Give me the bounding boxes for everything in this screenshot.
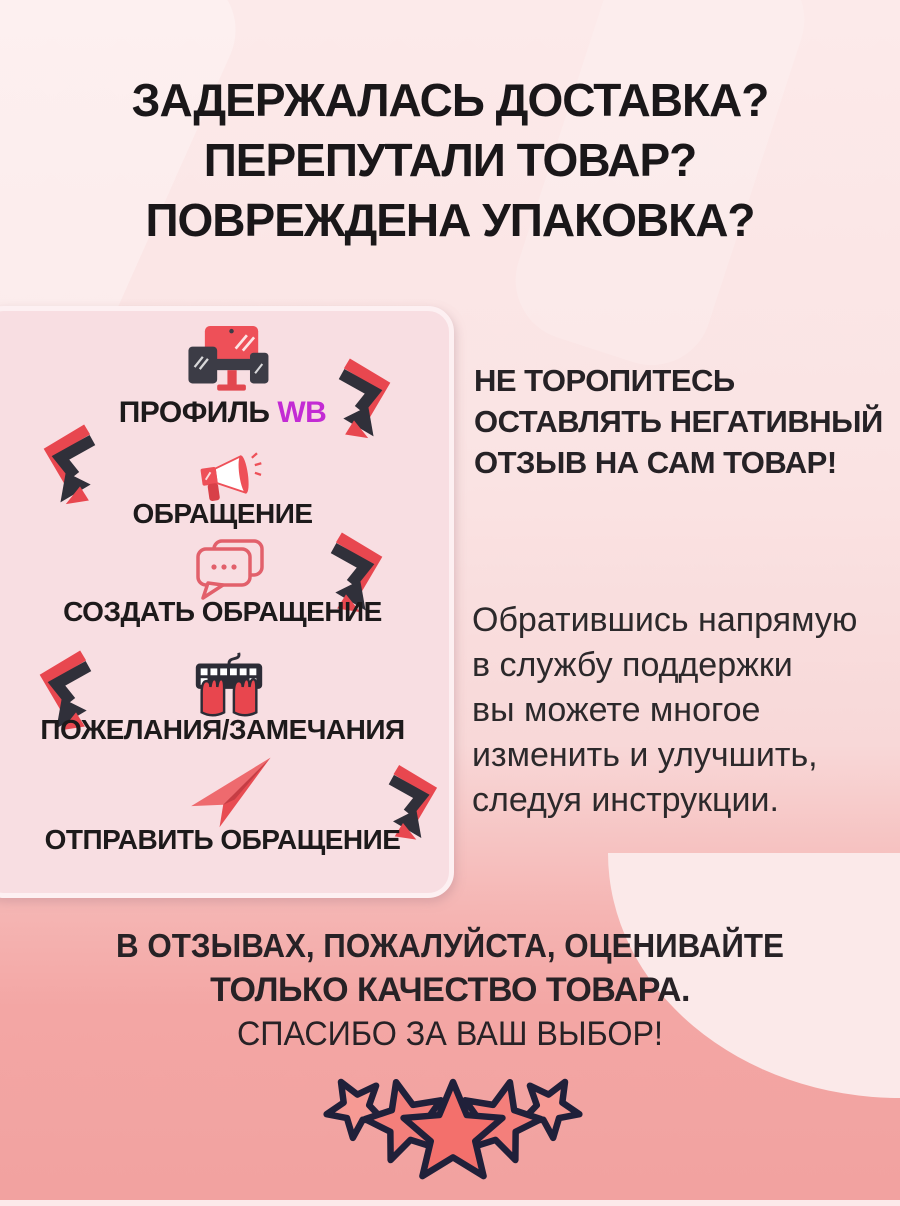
page-title [0, 70, 900, 250]
footer-note [0, 924, 900, 1056]
body-line: в службу поддержки [472, 646, 793, 684]
warning-line: НЕ ТОРОПИТЕСЬ [474, 363, 735, 398]
page-title-line: ПЕРЕПУТАЛИ ТОВАР? [203, 134, 697, 186]
body-line: Обратившись напрямую [472, 601, 858, 639]
step-label-text: ПРОФИЛЬ [118, 396, 270, 429]
page-title-line: ПОВРЕЖДЕНА УПАКОВКА? [145, 194, 755, 246]
step-label: ОТПРАВИТЬ ОБРАЩЕНИЕ [44, 824, 401, 855]
body-line: вы можете многое [472, 691, 761, 729]
flow-arrow-down-icon [32, 420, 96, 510]
chat-bubbles-icon [190, 538, 270, 602]
footer-line-thanks: СПАСИБО ЗА ВАШ ВЫБОР! [236, 1015, 664, 1053]
warning-line: ОСТАВЛЯТЬ НЕГАТИВНЫЙ [474, 404, 883, 439]
footer-line-rate: В ОТЗЫВАХ, ПОЖАЛУЙСТА, ОЦЕНИВАЙТЕ [116, 927, 784, 964]
step-label: ОБРАЩЕНИЕ [132, 498, 313, 529]
step-label: ПОЖЕЛАНИЯ/ЗАМЕЧАНИЯ [40, 714, 405, 745]
warning-text [474, 360, 894, 483]
body-line: следуя инструкции. [472, 781, 779, 819]
wb-accent-text: WB [277, 396, 327, 429]
warning-line: ОТЗЫВ НА САМ ТОВАР! [474, 445, 837, 480]
support-instruction-text [472, 598, 900, 823]
body-line: изменить и улучшить, [472, 736, 818, 774]
page-title-line: ЗАДЕРЖАЛАСЬ ДОСТАВКА? [131, 74, 769, 126]
paper-plane-icon [182, 756, 278, 830]
step-label: СОЗДАТЬ ОБРАЩЕНИЕ [63, 596, 382, 627]
flow-arrow-down-icon [338, 354, 402, 444]
keyboard-hands-icon [188, 648, 270, 724]
footer-line-quality: ТОЛЬКО КАЧЕСТВО ТОВАРА. [210, 971, 690, 1009]
five-stars-icon [318, 1056, 588, 1206]
devices-icon [183, 324, 278, 404]
